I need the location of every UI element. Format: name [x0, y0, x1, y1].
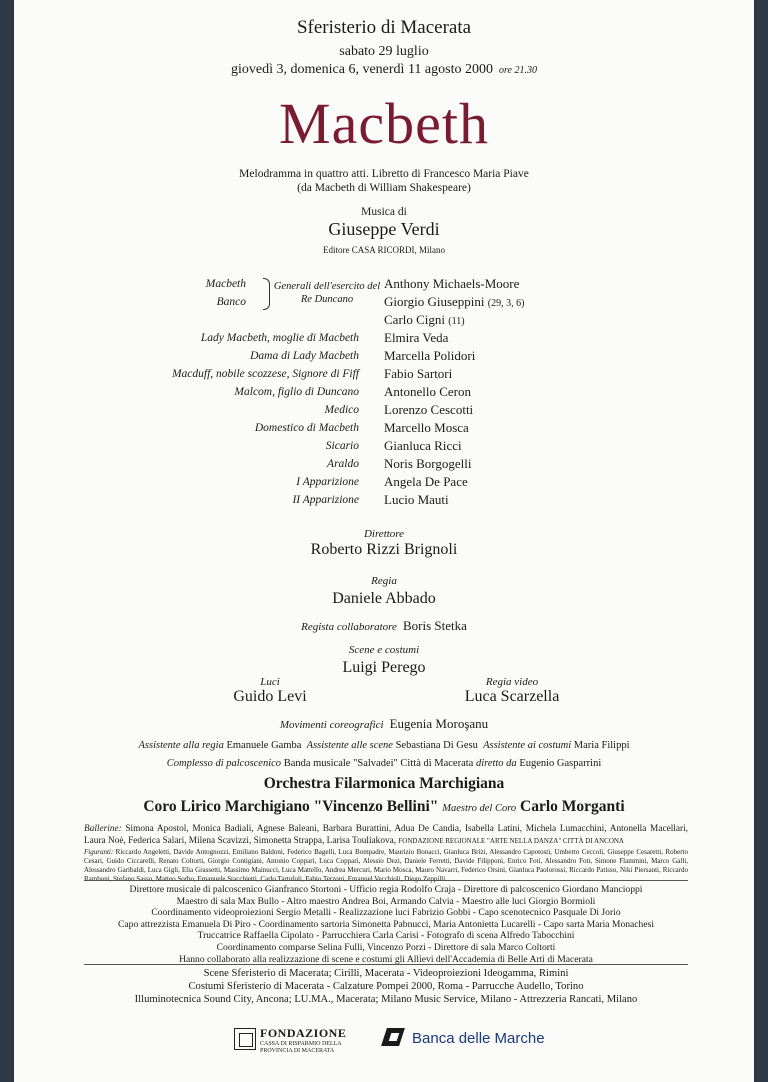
production-line: Illuminotecnica Sound City, Ancona; LU.MA., Macerata; Milano Music Service, Milano - Attrezzeria Rancati, Milano	[134, 994, 638, 1005]
cast-row	[14, 492, 754, 510]
cast-role: Macbeth	[205, 278, 246, 290]
music-label: Musica di	[361, 206, 407, 218]
cast-singer: Marcello Mosca	[384, 420, 469, 435]
ballerine	[84, 824, 688, 847]
divider	[84, 880, 688, 881]
cast-row	[14, 474, 754, 492]
cast-singer: Lucio Mauti	[384, 492, 449, 507]
ballerine-text: Simona Apostol, Monica Badiali, Agnese Baleani, Barbara Burattini, Adua De Candia, Isabella Latini, Michela Lumacchini, Antonella Macellari, Laura Noè, Federica Salari, Milena Scavizzi, Simonetta Strappa, Larisa Touliakova,	[84, 824, 688, 846]
movimenti-label: Movimenti coreografici	[279, 719, 384, 731]
cast-singer: Marcella Polidori	[384, 348, 476, 363]
poster	[14, 0, 754, 1082]
tech-line: Maestro di sala Max Bullo - Altro maestro Andrea Boi, Armando Calvia - Maestro alle luci Giorgio Bormioli	[176, 895, 596, 907]
venue-title: Sferisterio di Macerata	[296, 17, 472, 38]
cast-singer: Noris Borgogelli	[384, 456, 472, 471]
cast-role: Banco	[216, 296, 246, 308]
complesso-name: Banda musicale "Salvadei" Città di Macerata	[283, 758, 474, 769]
coro-name: Coro Lirico Marchigiano "Vincenzo Bellini"	[143, 798, 439, 815]
cast-role: Dama di Lady Macbeth	[250, 350, 359, 362]
regia-label: Regia	[371, 575, 397, 587]
complesso-line	[14, 758, 754, 769]
assist-scene-label: Assistente alle scene	[306, 740, 393, 751]
subtitle-1: Melodramma in quattro atti. Libretto di Francesco Maria Piave	[239, 168, 529, 180]
fondazione-mark-icon	[234, 1028, 256, 1050]
assist-regia: Emanuele Gamba	[226, 740, 302, 751]
complesso-dir-label: diretto da	[475, 758, 517, 769]
cast-role: Medico	[324, 404, 359, 416]
cast-role: Lady Macbeth, moglie di Macbeth	[200, 332, 359, 344]
cast-singer: Antonello Ceron	[384, 384, 472, 399]
complesso-dir: Eugenio Gasparrini	[519, 758, 602, 769]
opera-title: Macbeth	[279, 91, 489, 156]
cast-role: I Apparizione	[296, 476, 359, 488]
video-block	[442, 676, 582, 706]
cast-singer: Gianluca Ricci	[384, 438, 462, 453]
tech-line: Direttore musicale di palcoscenico Gianfranco Stortoni - Ufficio regia Rodolfo Craja - Direttore di palcoscenico Giordano Mancioppi	[129, 884, 643, 895]
cast-role: Domestico di Macbeth	[254, 422, 359, 434]
cast-role: Sicario	[325, 440, 359, 452]
movimenti-name: Eugenia Moroşanu	[389, 716, 489, 731]
coro-maestro: Carlo Morganti	[520, 798, 625, 815]
director-label: Direttore	[363, 528, 405, 540]
assist-scene: Sebastiana Di Gesu	[395, 740, 478, 751]
production-line: Scene Sferisterio di Macerata; Cirilli, Macerata - Videoproiezioni Ideogamma, Rimini	[203, 968, 569, 979]
publisher: Editore CASA RICORDI, Milano	[322, 245, 445, 255]
cast-role: II Apparizione	[292, 494, 359, 506]
movimenti	[14, 716, 754, 732]
cast-row	[14, 330, 754, 348]
banca-logo	[384, 1026, 564, 1054]
date-line-1: sabato 29 luglio	[339, 44, 429, 59]
cast-singer: Fabio Sartori	[384, 366, 453, 381]
regista-coll-name: Boris Stetka	[402, 618, 467, 633]
tech-line: Coordinamento videoproiezioni Sergio Metalli - Realizzazione luci Fabrizio Gobbi - Capo scenotecnico Pasquale Di Jorio	[151, 907, 621, 919]
figuranti-label: Figuranti:	[84, 848, 114, 856]
cast-row	[14, 420, 754, 438]
cast-row	[14, 456, 754, 474]
subtitle-2: (da Macbeth di William Shakespeare)	[297, 182, 471, 194]
tech-line: Capo attrezzista Emanuela Di Piro - Coordinamento sartoria Simonetta Pabnucci, Maria Antonietta Lucarelli - Capo sarta Maria Monachesi	[117, 918, 655, 930]
assist-regia-label: Assistente alla regia	[138, 740, 224, 751]
cast-singer: Angela De Pace	[384, 474, 468, 489]
luci-name: Guido Levi	[233, 688, 307, 705]
regista-coll-label: Regista collaboratore	[301, 621, 397, 633]
cast-note: (29, 3, 6)	[487, 298, 525, 309]
video-label: Regia video	[485, 676, 539, 688]
figuranti	[84, 848, 688, 884]
coro-maestro-label: Maestro del Coro	[442, 803, 517, 814]
scene-name: Luigi Perego	[342, 659, 426, 676]
tech-credits	[84, 884, 688, 965]
divider	[84, 964, 688, 965]
cast-singer-group	[384, 294, 524, 310]
cast-row	[14, 312, 754, 330]
assist-costumi-label: Assistente ai costumi	[483, 740, 572, 751]
production-credits	[84, 967, 688, 1006]
tech-line: Truccatrice Raffaella Cipolato - Parrucchiera Carla Carisi - Fotografo di scena Alfredo Tabocchini	[197, 930, 575, 942]
cast-row	[14, 402, 754, 420]
fondazione-logo	[234, 1026, 374, 1058]
luci-label: Luci	[260, 676, 280, 688]
production-line: Costumi Sferisterio di Macerata - Calzature Pompei 2000, Roma - Parrucche Audello, Torino	[188, 981, 584, 992]
dates: giovedì 3, domenica 6, venerdì 11 agosto 2000	[231, 62, 493, 77]
cast-role: Macduff, nobile scozzese, Signore di Fiff	[171, 368, 359, 380]
tech-line: Coordinamento comparse Selina Fulli, Vincenzo Porzi - Direttore di sala Marco Coltorti	[216, 941, 556, 953]
director-name: Roberto Rizzi Brignoli	[310, 541, 458, 558]
cast-singer-group	[384, 312, 465, 328]
cast-row	[14, 384, 754, 402]
date-line-2	[14, 62, 754, 78]
regia-name: Daniele Abbado	[332, 590, 436, 607]
fondazione-title: FONDAZIONE	[260, 1026, 347, 1040]
ballerine-fondazione: FONDAZIONE REGIONALE "ARTE NELLA DANZA" CITTÀ DI ANCONA	[398, 836, 624, 845]
cast-singer: Elmira Veda	[384, 330, 449, 345]
show-time: ore 21.30	[498, 65, 537, 76]
assistants-line	[14, 740, 754, 751]
cast-singer: Lorenzo Cescotti	[384, 402, 474, 417]
generali-note: Generali dell'esercito del Re Duncano	[273, 281, 381, 305]
coro-line	[14, 798, 754, 816]
cast-row	[14, 366, 754, 384]
cast-singer: Giorgio Giuseppini	[384, 294, 485, 309]
cast-singer: Anthony Michaels-Moore	[384, 276, 520, 291]
banca-mark-icon	[381, 1028, 405, 1046]
cast-singer: Carlo Cigni	[384, 312, 446, 327]
cast-row	[14, 348, 754, 366]
cast-role: Malcom, figlio di Duncano	[234, 386, 359, 398]
luci-block	[210, 676, 330, 706]
fondazione-subtitle: CASSA DI RISPARMIO DELLA PROVINCIA DI MACERATA	[260, 1041, 342, 1054]
cast-note: (11)	[448, 316, 465, 327]
scene-label: Scene e costumi	[348, 644, 420, 656]
video-name: Luca Scarzella	[464, 688, 560, 705]
ballerine-label: Ballerine:	[84, 824, 122, 834]
cast-role: Araldo	[327, 458, 359, 470]
orchestra: Orchestra Filarmonica Marchigiana	[263, 775, 505, 792]
cast-row	[14, 438, 754, 456]
complesso-label: Complesso di palcoscenico	[166, 758, 282, 769]
assist-costumi: Maria Filippi	[573, 740, 630, 751]
composer: Giuseppe Verdi	[328, 219, 440, 239]
banca-name: Banca delle Marche	[412, 1030, 545, 1047]
figuranti-text: Riccardo Angeletti, Davide Antognozzi, Emiliano Baldoni, Federico Bagelli, Luca Bompadre, Maurizio Bonacci, Gianluca Brizi, Alessandro Capotosti, Umberto Ceccoli, Giuseppe Cesaretti, Roberto Cesari, Guido Ciccarelli, Renato Coltorti, Giorgio Contigiani, Antonio Coppari, Luca Coppari, Alessio Dezi, Daniele Ferretti, Davide Filipponi, Enrico Foti, Alessandro Foti, Simone Flammini, Marco Galli, Alessandro Garibaldi, Luca Gigli, Elia Grassetti, Massimo Mainucci, Luca Mattello, Andrea Mercuri, Mario Mosca, Mauro Navarri, Federico Orsini, Gianluca Paolorossi, Riccardo Patisso, Niki Piersanti, Riccardo Ramboni, Stefano Sasso, Matteo Sorbo, Emanuele Stacchietti, Carlo Tartufoli, Fabio Terzoni, Emanuel Vecchioli, Diego Zeppilli	[84, 848, 689, 883]
tech-line: Hanno collaborato alla realizzazione di scene e costumi gli Allievi dell'Accademia di Belle Arti di Macerata	[179, 953, 593, 965]
regista-collaboratore	[14, 618, 754, 634]
cast-row	[14, 276, 754, 294]
cast-row	[14, 294, 754, 312]
